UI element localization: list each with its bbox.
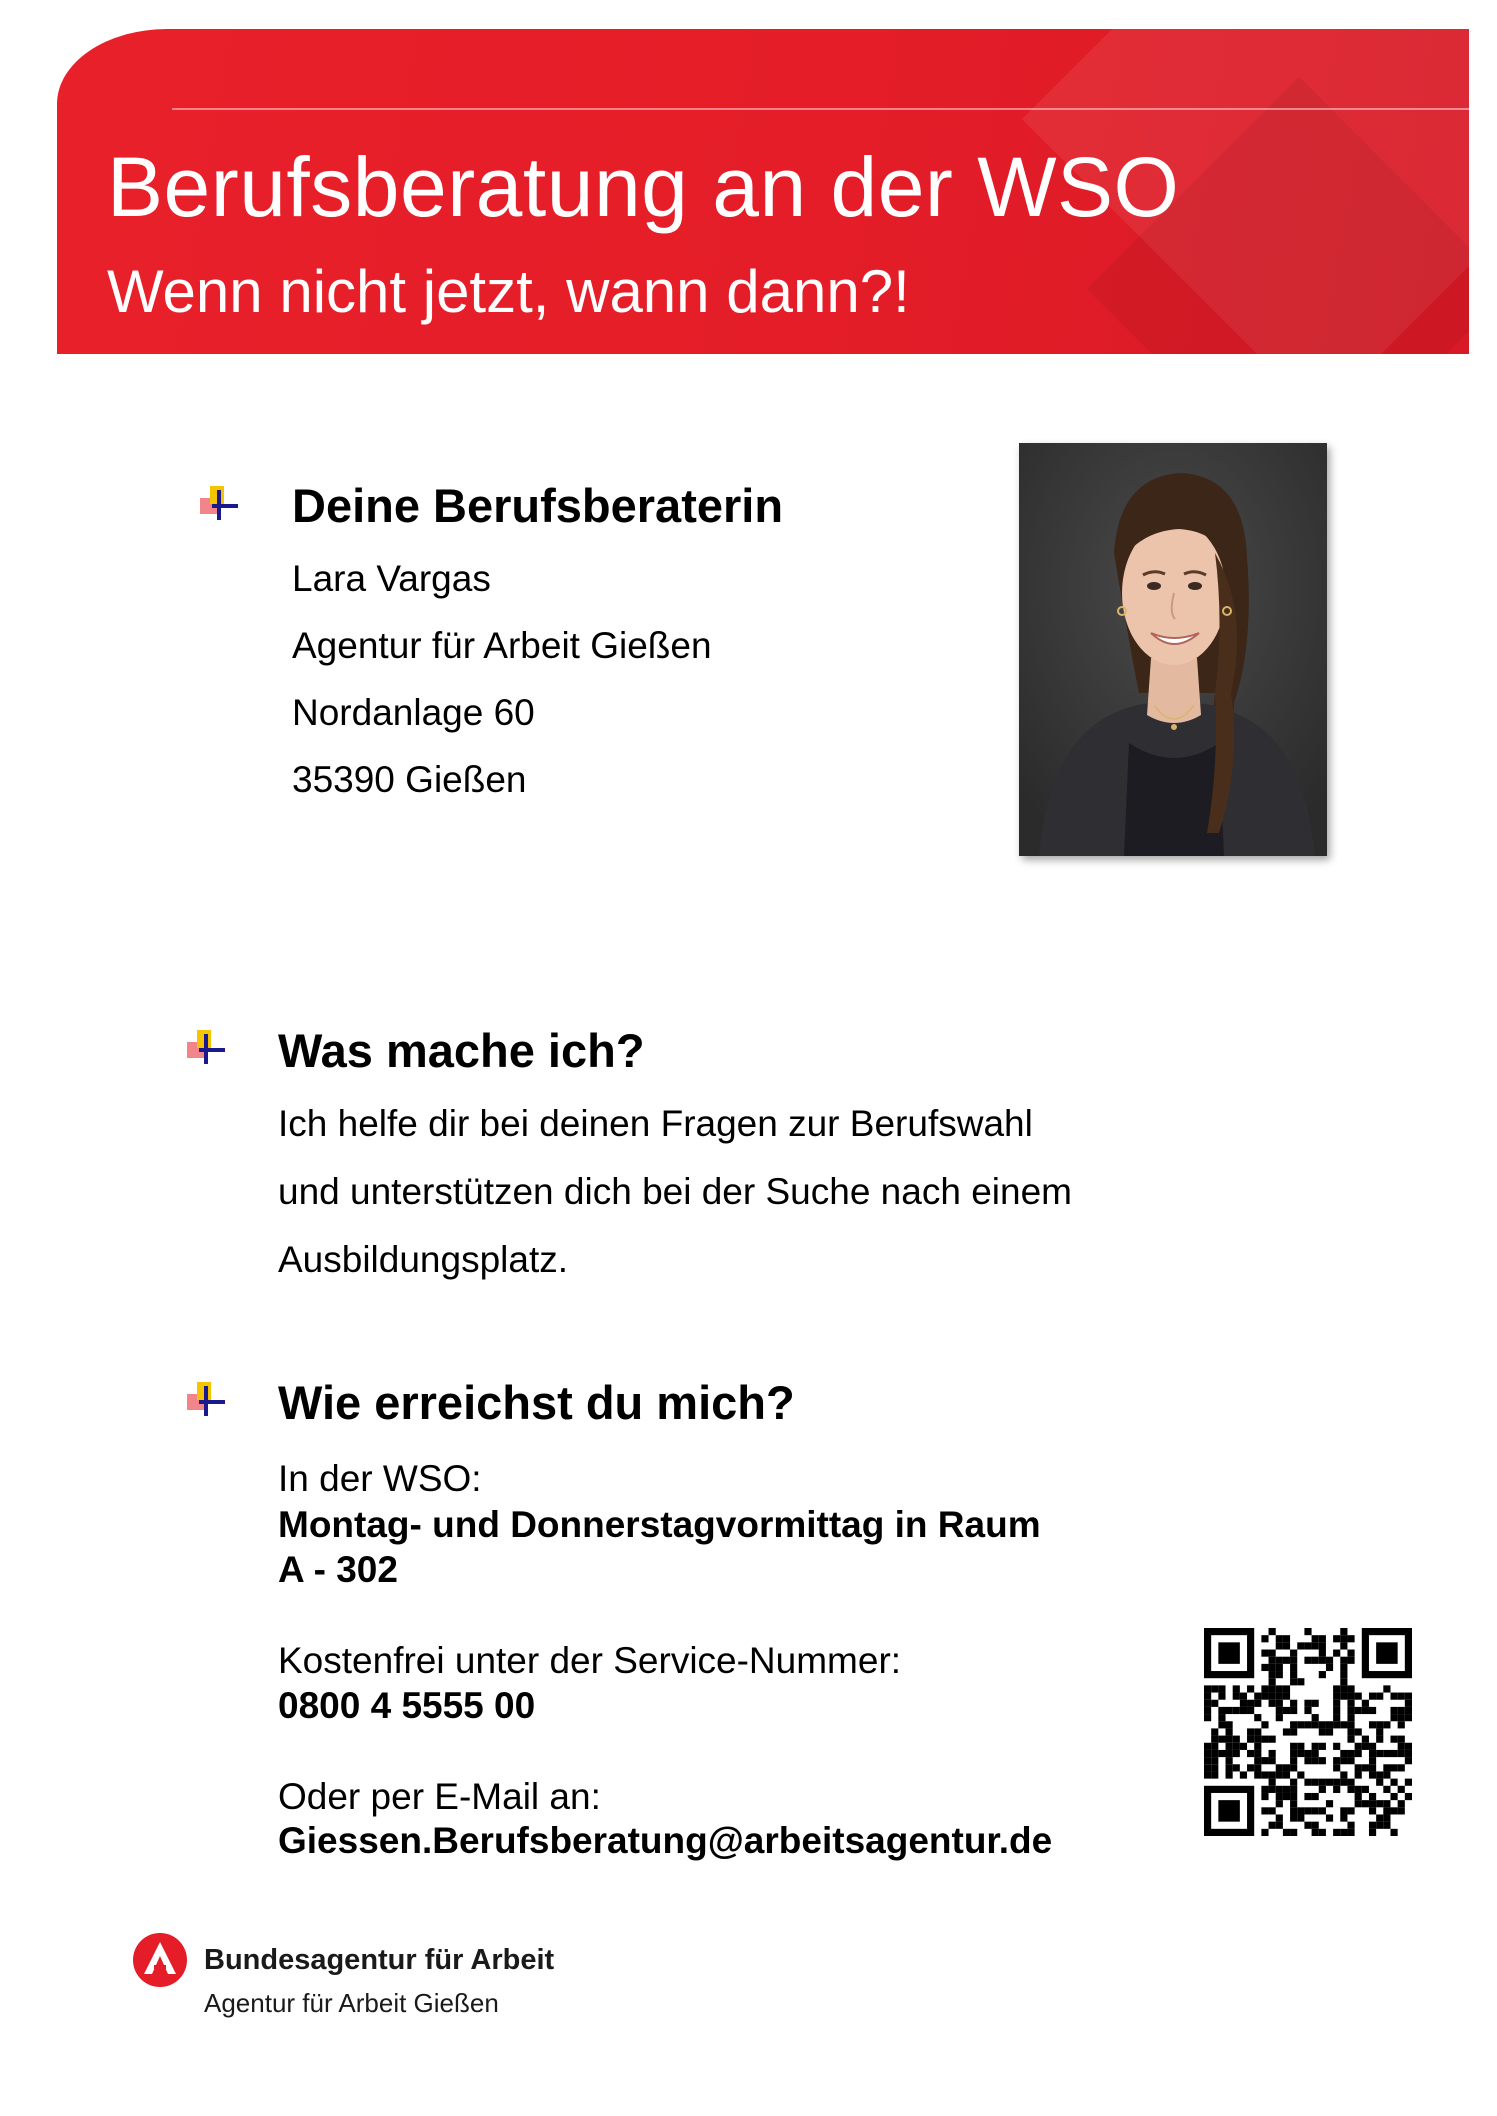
counselor-heading: Deine Berufsberaterin xyxy=(292,479,784,532)
header-banner xyxy=(57,29,1469,354)
page-title: Berufsberatung an der WSO xyxy=(107,140,1180,234)
tasks-line: Ausbildungsplatz. xyxy=(278,1239,569,1280)
counselor-name: Lara Vargas xyxy=(292,558,491,599)
contact-location-label: In der WSO: xyxy=(278,1458,482,1499)
counselor-city: 35390 Gießen xyxy=(292,759,527,800)
counselor-street: Nordanlage 60 xyxy=(292,692,535,733)
contact-phone[interactable]: 0800 4 5555 00 xyxy=(278,1685,536,1726)
ba-logo-icon xyxy=(132,1932,188,1988)
page-subtitle: Wenn nicht jetzt, wann dann?! xyxy=(107,258,910,325)
footer-office: Agentur für Arbeit Gießen xyxy=(204,1988,499,2018)
contact-phone-label: Kostenfrei unter der Service-Nummer: xyxy=(278,1640,902,1681)
footer-org: Bundesagentur für Arbeit xyxy=(204,1944,555,1976)
contact-email[interactable]: Giessen.Berufsberatung@arbeitsagentur.de xyxy=(278,1820,1053,1861)
counselor-agency: Agentur für Arbeit Gießen xyxy=(292,625,712,666)
bullet-icon xyxy=(183,1380,229,1420)
banner-rule xyxy=(172,108,1469,110)
contact-location: Montag- und Donnerstagvormittag in Raum xyxy=(278,1504,1041,1545)
portrait-photo xyxy=(1019,443,1327,856)
tasks-heading: Was mache ich? xyxy=(278,1024,645,1077)
bullet-icon xyxy=(196,484,242,524)
contact-email-label: Oder per E-Mail an: xyxy=(278,1776,601,1817)
contact-heading: Wie erreichst du mich? xyxy=(278,1376,795,1429)
tasks-line: Ich helfe dir bei deinen Fragen zur Berufswahl xyxy=(278,1103,1033,1144)
qr-code-icon[interactable] xyxy=(1204,1628,1412,1836)
bullet-icon xyxy=(183,1028,229,1068)
tasks-line: und unterstützen dich bei der Suche nach einem xyxy=(278,1171,1072,1212)
contact-room: A - 302 xyxy=(278,1549,398,1590)
